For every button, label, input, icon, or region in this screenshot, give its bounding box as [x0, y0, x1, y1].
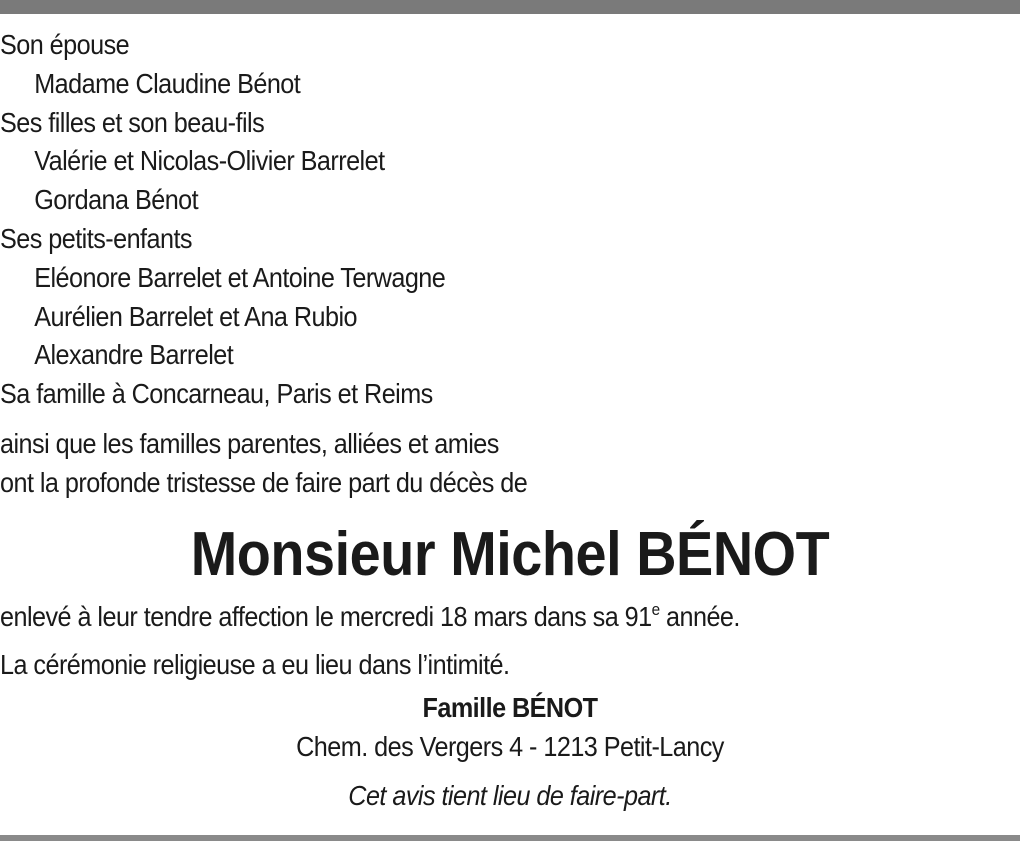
passing-text: enlevé à leur tendre affection le mercredi 18 mars dans sa 91: [0, 600, 652, 632]
grandchildren-heading: Ses petits-enfants: [0, 222, 192, 254]
grandchild-name: Eléonore Barrelet et Antoine Terwagne: [34, 261, 446, 293]
spouse-heading: Son épouse: [0, 29, 130, 60]
passing-statement: [0, 598, 918, 637]
deceased-name: Monsieur Michel BÉNOT: [190, 519, 830, 589]
ordinal-suffix: e: [651, 599, 660, 619]
extended-family: Sa famille à Concarneau, Paris et Reims: [0, 378, 433, 410]
passing-text-end: année.: [659, 600, 740, 632]
bottom-rule: [0, 835, 1020, 841]
announcement-line-2: ont la profonde tristesse de faire part du décès de: [0, 466, 528, 498]
top-rule: [0, 0, 1020, 14]
children-heading: Ses filles et son beau-fils: [0, 106, 265, 138]
grandchild-name: Alexandre Barrelet: [34, 339, 234, 371]
faire-part-notice: Cet avis tient lieu de faire-part.: [348, 779, 672, 811]
grandchild-name: Aurélien Barrelet et Ana Rubio: [34, 300, 358, 332]
family-address: Chem. des Vergers 4 - 1213 Petit-Lancy: [296, 730, 724, 762]
announcement-line-1: ainsi que les familles parentes, alliées et amies: [0, 427, 499, 459]
child-name: Valérie et Nicolas-Olivier Barrelet: [34, 145, 385, 177]
ceremony-statement: La cérémonie religieuse a eu lieu dans l’intimité.: [0, 649, 510, 681]
child-name: Gordana Bénot: [34, 184, 199, 216]
family-signature: Famille BÉNOT: [422, 692, 598, 724]
obituary-notice: [0, 26, 1020, 816]
spouse-name: Madame Claudine Bénot: [34, 67, 301, 99]
